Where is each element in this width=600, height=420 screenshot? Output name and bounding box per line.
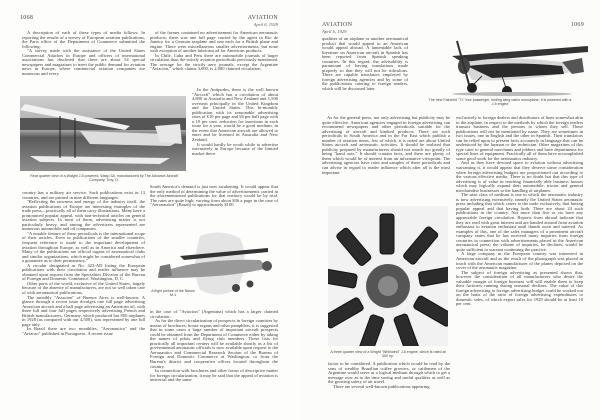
column-text — [328, 362, 450, 402]
paragraph: "A survey made with the assistance of the United States Commercial Attaches in Europe and officers of international associations has disclosed that there are about 54 special newspapers and magazines to meet the public demand for aviation news in Europe, where commercial aviation companies are numerous and every — [22, 48, 145, 76]
column-text — [150, 185, 278, 213]
photo-caption: The new Fairchild "71" four passenger, folding wing cabin monoplane. It is powered with a J-5 engine — [428, 98, 572, 107]
paragraph: "Reflecting the newness and energy of the industry itself, the aviation publications of Europe are interesting examples of the trade press—practically all of them carry illustrations. Many have a pronounced popular appeal, with non-technical articles on general aviation subjects. In most of them, advertising matter is not particularly heavy, and among the advertisers represented are numerous automobile and oil companies. — [22, 199, 145, 232]
column-text — [192, 88, 278, 184]
paragraph: A large company in the European country was interested in American aircraft and as the result of the photograph was placed in touch with the American manufacturer of the planes depicted on the cover of the aeronautic magazine. — [456, 251, 583, 271]
paragraph: As for the direct circularization of prospects in foreign countries by means of brochures, house organs and other pamphlets, it is suggested that in some cases a large number of important aircraft prospects could be obtained from the Department of Commerce either by taking the names of pilots and flying club members. These lists for practically all important centers will be available shortly as a list of governmental aeronautic officials is now available upon request to the Aeronautics and Commercial Research Section of the Bureau of Foreign and Domestic Commerce at Washington, or from the Bureau's district and cooperative offices located throughout the country. — [150, 318, 278, 369]
paragraph: factor to be considered. A publication which would be read by the sons of wealthy Brazilian coffee growers, or cattlemen of the Argentine would serve as a logical medium through which to get a message over as to the time saving and useful qualities as well as the growing safety of air travel. — [328, 362, 450, 385]
photo-caption: A three quarter view of a Wright "Whirlwind" J-6 engine, which is rated at 300 hp. — [330, 350, 446, 359]
paragraph: in the case of "Aviacion" (Argentina) which has a larger claimed circulation. — [150, 310, 278, 319]
paragraph: And as they have devoted space to aviation without advertising warranting it, it would appear that they deserve some consideration when foreign advertising budgets are proportioned out according to the various effective media. There is no doubt but that this type of advertising is of value in reaching financially able business houses which may logically expand their automobile, tractor and general merchandise businesses to the handling of airplanes. — [456, 160, 583, 193]
column-text — [322, 116, 450, 200]
paragraph: In Chile, Cuba and Peru there are automobile journals of larger circulation than the strictly aviation periodicals previously mentioned. The average for the strictly aero journals, except the Argentine "Aviacion," which claims 3,000, is 2,000 claimed circulation. — [150, 52, 278, 72]
paragraph: The subject of foreign advertising as presented shows that, however the consideration of all manufacturers who desire the valuable margin of foreign business will still enable them to keep their factories running during seasonal declines. The value of this foreign advertising to foreign advertising budget could be worked out on the basis of the ratio of foreign advertising expenditures to domestic sales, of which export sales for 1929 should be at least 10 per cent. — [456, 269, 583, 307]
paragraph: In the Antipodes, there is the well known "Aircraft" which has a circulation of about 4,800 in Australia and New Zealand and 1,500 overseas principally in the United Kingdom and the United States. This bi-monthly publication with its reasonable advertising rates of £10 per page and £6 per half page with a 10 per cent. reduction for insertions in each issue for a year, would be a good medium, in the event that American aircraft are allowed to enter and be licensed in Australia and New Zealand. — [192, 88, 278, 143]
column-text — [150, 31, 278, 87]
seaplane-photo — [20, 96, 186, 171]
paragraph: In connection with brochures and other forms of descriptive matter for foreign circularization, it may be said that the appeal of aviation is universal and the same — [150, 368, 278, 383]
photo-caption: Rear quarter view of a Waight J-5 powered, Wasp 3A, manufactured by The Advance Aircraft Company, Troy, O. — [30, 174, 178, 183]
paragraph: Other parts of the world, exclusive of the United States, largely because of the absence of manufacturers, are not so well taken care of with aeronautical publications. — [22, 280, 145, 296]
radial-engine-photo — [328, 206, 448, 346]
right-page — [300, 0, 600, 420]
paragraph: The next class of medium is one in which the aeronautic industry is now advertising extensively, namely the United States aeronautic press including that which caters to the trade exclusively, that having popular appeal and that having both. There are about 24 such publications in the country. Not more than five or six have any appreciable foreign circulation. Reports from abroad indicate that they are read with great interest and are handed around from aviation enthusiast to aviation enthusiast until thumb worn and tattered. As examples of this, one of the sales managers of a prominent aircraft company states that he has received many inquiries from foreign countries in connection with advertisements placed in the American aeronautical press; the volume of inquiries, he declares, would be quite sufficient to warrant continuing the practice. — [456, 192, 583, 252]
paragraph: In Brazil there are two monthlies, "Aeronautica" and the "Aviacao" published in Portuguese. A recent issue — [22, 326, 145, 336]
paragraph: qualities of an airplane or another aeronautical product that would appeal to an American would appeal abroad. A lamentable lack of literature on American aircraft in Spanish has been reported from Spanish speaking countries. In this regard, the advisability is paramount of having translations made properly so that they will not be ridiculous. There are capable translators employed by foreign advertising agencies and by some of the publications catering to foreign readers, which will be discussed later. — [322, 37, 408, 92]
paragraph: "A notable feature of these periodicals is the international scope of their articles. Even in publications of the smaller countries, frequent reference is made to the important development of aviation throughout Europe, as well as in America and elsewhere. Many of the publications are official organs of aeronautical clubs and similar organizations, which might be considered somewhat of a guarantee as to their permanency." — [22, 230, 145, 264]
column-text — [322, 37, 408, 116]
paragraph: A description of each of these types of media follows: In reporting the results of a survey of European aviation publications, the Paris office of the Department of Commerce submitted the following: — [22, 31, 145, 49]
paragraph: As for the general press, not only advertising but publicity may be quite effective. American agencies engaged in foreign advertising can recommend newspapers and other periodicals suitable for the advertising of aircraft and kindred products. There are such periodicals in South America and in the Far East which publish a number of aviation items, few of which, it is noted are about United States aircraft and aeronautic activities. It should be realized that publicity prepared by manufacturers should not smack too greatly of being "hand outs." It should contain facts, and there are plenty of them which would be of interest from an informative viewpoint. The advertising agencies have rates and samples of these periodicals and can advise in regard to reader influence which after all is the most important — [322, 116, 450, 175]
paragraph: country has a military air service. Such publications exist in 13 countries, and are printed in nine different languages. — [22, 191, 145, 200]
column-text — [22, 191, 145, 411]
magazine-title: AVIATION — [322, 22, 353, 28]
paragraph: of the former contained no advertisement for American aeronautic products; there was one full page carried by the agent in Rio de Janeiro for a German seaplane and one each for a British plane and engine. There were miscellaneous smaller advertisements, but none with exception of another lubricant ad for American products. — [150, 31, 278, 54]
issue-date: April 6, 1929 — [253, 22, 278, 27]
paragraph: The monthly "Aviacion" of Buenos Aires is well-known. A glance through a recent issue divulges one full page advertising American aircraft and a half page advertising an American oil, with three full and four full pages respectively advertising French and British manufacturers. Germany, which produced but 850 airplanes in 1928 (as compared with our 4,500), was represented by one full page only. — [22, 294, 145, 327]
monoplane-photo — [412, 36, 588, 96]
paragraph: South America's demand is just now awakening. It would appear that the only method of determining the value of advertisements carried in the aforementioned publications for that territory would be by trial. The rates are quite high, varying from about $36 a page in the case of "Aeronautica" (Brazil) to approximately $100 — [150, 185, 278, 208]
page-number: 1069 — [570, 22, 584, 28]
magazine-title: AVIATION — [247, 15, 278, 21]
paragraph: exclusively to foreign dealers and distributors of lines somewhat akin to the airplane, in respect to the methods by which the foreign readers transact business and the persons to whom they sell. These publications will not be mentioned by name. They are sometimes in two issues, one in English and the other in Spanish. Their translators can be relied upon to present facts accurately in language that can be understood by the layman or the technician. Other magazines of this type cater to general merchants and jobbers and have departments for special lines of equipment. Practically all of them have accomplished some good work for the aeronautics industry. — [456, 116, 583, 161]
paragraph: There are several well-known publications appearing — [333, 383, 430, 389]
column-text — [456, 116, 583, 411]
page-number: 1068 — [20, 15, 34, 21]
column-text — [22, 31, 145, 87]
paragraph: It would hardly be worth while to advertise extensively in Europe because of the limited market there. — [192, 141, 278, 156]
paragraph: A circular designated as No. 423-AD listing the European publications with their circulation and reader influence may be obtained upon request from the Specialties Division of the Bureau of Foreign and Domestic Commerce, Washington, D. C. — [22, 262, 145, 282]
column-text — [150, 310, 278, 411]
photo-caption: A flight picture of the Nieuw M-1 — [151, 289, 195, 298]
issue-date: April 6, 1929 — [322, 29, 347, 34]
